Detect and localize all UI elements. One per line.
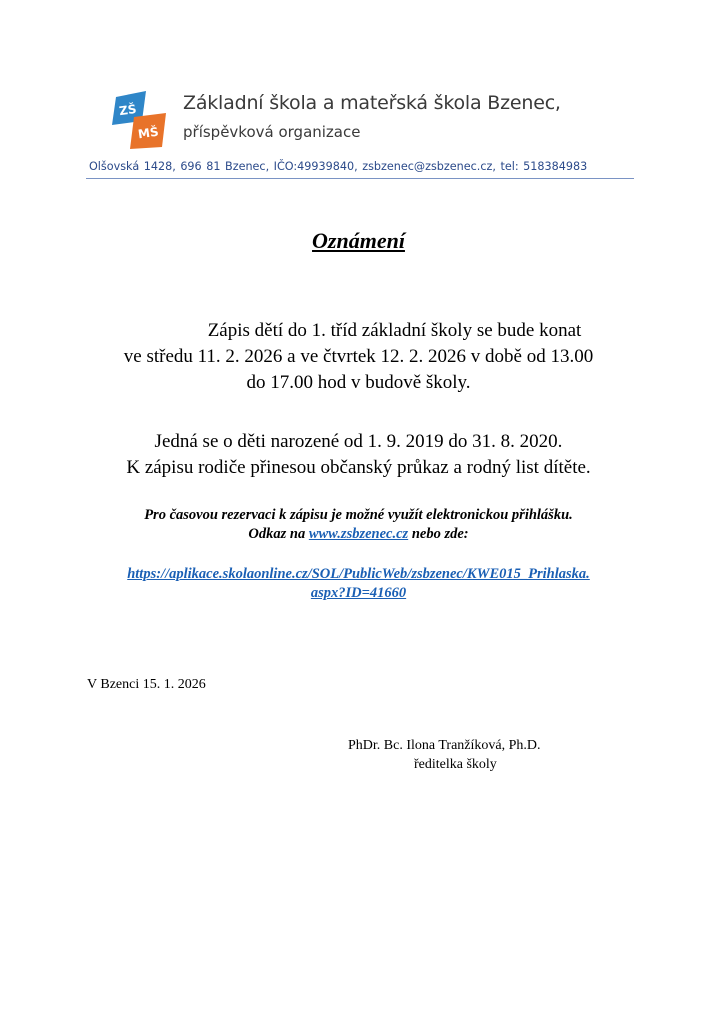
registration-link-line-1[interactable]: https://aplikace.skolaonline.cz/SOL/PublicWeb/zsbzenec/KWE015_Prihlaska. [127,566,590,582]
eligibility-line-1: Jedná se o děti narozené od 1. 9. 2019 do 31. 8. 2020. [154,431,563,452]
eligibility-line-2: K zápisu rodiče přinesou občanský průkaz a rodný list dítěte. [126,457,591,478]
signature-role: ředitelka školy [414,757,497,772]
school-website-link[interactable]: www.zsbzenec.cz [308,526,409,542]
logo-text-zs: ZŠ [118,101,138,119]
enrollment-line-1: Zápis dětí do 1. tříd základní školy se bude konat [207,320,582,341]
school-logo [112,91,168,149]
registration-link-line-2[interactable]: aspx?ID=41660 [310,585,407,601]
eligibility-paragraph [0,429,717,481]
school-name: Základní škola a mateřská škola Bzenec, [183,92,561,114]
enrollment-paragraph [0,318,717,396]
logo-text-ms: MŠ [137,124,160,142]
registration-link[interactable] [0,565,717,603]
announcement-title: Oznámení [312,228,405,253]
header-divider [86,178,634,179]
link-suffix-text: nebo zde: [408,526,469,542]
enrollment-line-2: ve středu 11. 2. 2026 a ve čtvrtek 12. 2. 2026 v době od 13.00 [123,346,594,367]
school-subtitle: příspěvková organizace [183,123,361,141]
date-line: V Bzenci 15. 1. 2026 [87,677,206,692]
reservation-note-line-1: Pro časovou rezervaci k zápisu je možné využít elektronickou přihlášku. [144,507,573,523]
signature-name: PhDr. Bc. Ilona Tranžíková, Ph.D. [348,738,541,753]
enrollment-line-3: do 17.00 hod v budově školy. [246,372,471,393]
reservation-note [0,506,717,544]
link-prefix-text: Odkaz na [248,526,309,542]
contact-line: Olšovská 1428, 696 81 Bzenec, IČO:49939840, zsbzenec@zsbzenec.cz, tel: 518384983 [89,160,588,173]
reservation-note-line-2 [0,525,717,544]
